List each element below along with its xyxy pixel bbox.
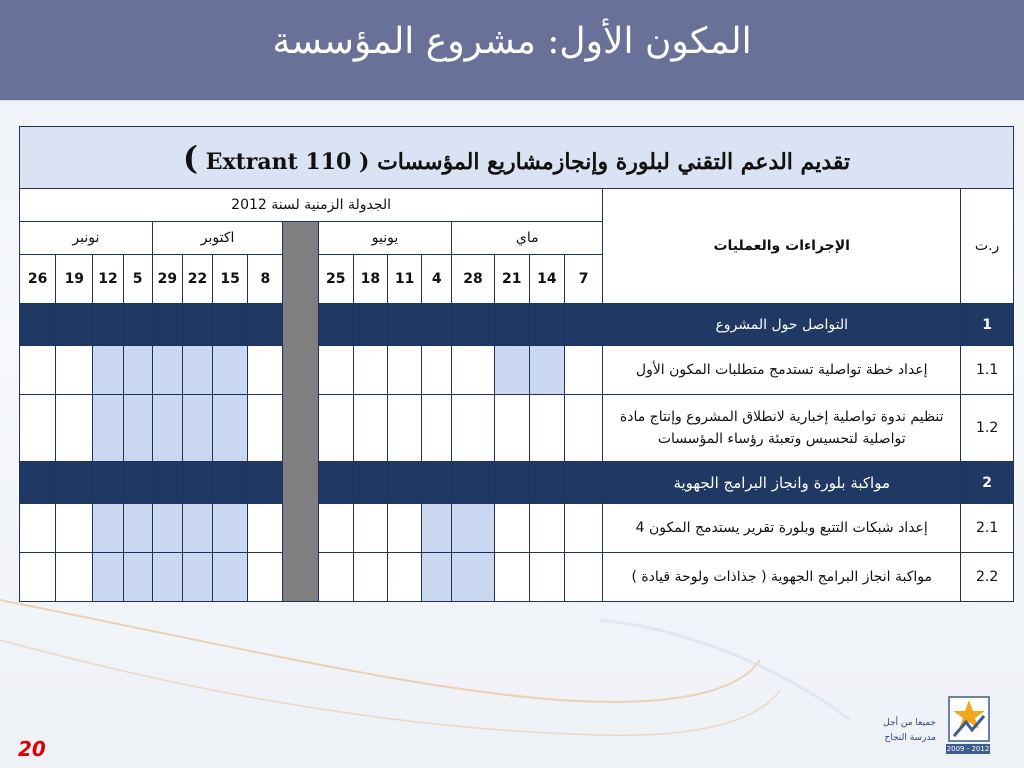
day-label: 5 (123, 255, 152, 304)
schedule-cell-active (123, 395, 152, 462)
schedule-cell (353, 346, 387, 395)
year-row (20, 189, 1014, 222)
schedule-cell (353, 395, 387, 462)
logo-years: 2009 - 2012 (946, 745, 990, 753)
schedule-cell (529, 553, 564, 602)
schedule-cell-active (93, 553, 123, 602)
schedule-cell (248, 304, 283, 346)
schedule-cell (56, 553, 93, 602)
banner-row (20, 127, 1014, 189)
schedule-cell (564, 395, 602, 462)
schedule-cell (388, 395, 422, 462)
activity-row (20, 346, 1014, 395)
schedule-cell-active (213, 504, 248, 553)
ops-header: الإجراءات والعمليات (603, 189, 961, 304)
schedule-cell (353, 304, 387, 346)
schedule-cell (388, 504, 422, 553)
day-label: 26 (20, 255, 56, 304)
schedule-cell (388, 553, 422, 602)
schedule-cell (529, 504, 564, 553)
schedule-cell (56, 395, 93, 462)
schedule-cell-active (529, 346, 564, 395)
schedule-cell (529, 304, 564, 346)
day-label: 28 (452, 255, 494, 304)
schedule-cell (20, 346, 56, 395)
schedule-cell-active (213, 346, 248, 395)
schedule-cell-active (152, 395, 182, 462)
day-label: 4 (422, 255, 452, 304)
activity-description (603, 395, 961, 462)
activity-description (603, 504, 961, 553)
schedule-cell (564, 553, 602, 602)
banner-paren-open: ( (359, 148, 370, 175)
month-october: اكتوبر (152, 222, 283, 255)
schedule-cell (182, 304, 212, 346)
day-label: 22 (182, 255, 212, 304)
section-row (20, 462, 1014, 504)
schedule-cell (318, 304, 353, 346)
schedule-cell (56, 504, 93, 553)
schedule-cell (494, 504, 529, 553)
schedule-cell (182, 462, 212, 504)
section-row (20, 304, 1014, 346)
schedule-cell (452, 395, 494, 462)
activity-number: 2.1 (961, 504, 1014, 553)
schedule-cell (318, 553, 353, 602)
section-number: 2 (961, 462, 1014, 504)
schedule-cell-active (152, 346, 182, 395)
schedule-cell (152, 304, 182, 346)
schedule-cell (20, 304, 56, 346)
schedule-cell (452, 462, 494, 504)
schedule-cell (388, 346, 422, 395)
month-november: نونبر (20, 222, 153, 255)
schedule-cell (93, 304, 123, 346)
schedule-cell (123, 462, 152, 504)
day-label: 8 (248, 255, 283, 304)
activity-number: 1.1 (961, 346, 1014, 395)
schedule-cell (353, 462, 387, 504)
schedule-cell (318, 395, 353, 462)
schedule-cell (248, 504, 283, 553)
slide-header (0, 0, 1024, 101)
timeline-label: الجدولة الزمنية لسنة 2012 (20, 189, 603, 222)
schedule-cell (564, 304, 602, 346)
schedule-cell-active (182, 346, 212, 395)
day-label: 15 (213, 255, 248, 304)
schedule-cell (213, 462, 248, 504)
schedule-cell-active (213, 395, 248, 462)
schedule-cell (353, 504, 387, 553)
activity-description (603, 346, 961, 395)
schedule-cell-active (93, 346, 123, 395)
day-label: 25 (318, 255, 353, 304)
schedule-cell-active (182, 395, 212, 462)
schedule-cell (422, 304, 452, 346)
schedule-cell (318, 504, 353, 553)
schedule-cell (388, 462, 422, 504)
schedule-cell-active (422, 553, 452, 602)
schedule-cell-active (452, 553, 494, 602)
schedule-cell (422, 346, 452, 395)
schedule-cell (564, 462, 602, 504)
page-number: 20 (18, 737, 46, 761)
schedule-cell (494, 553, 529, 602)
schedule-cell (56, 462, 93, 504)
schedule-cell (388, 304, 422, 346)
schedule-cell (152, 462, 182, 504)
banner-paren-close: ) (182, 138, 199, 177)
schedule-cell-active (152, 553, 182, 602)
day-label: 14 (529, 255, 564, 304)
schedule-cell-active (152, 504, 182, 553)
schedule-cell (564, 346, 602, 395)
activity-description (603, 553, 961, 602)
schedule-cell (452, 304, 494, 346)
banner-cell (20, 127, 1014, 189)
schedule-cell-active (182, 504, 212, 553)
schedule-cell (20, 553, 56, 602)
schedule-cell (213, 304, 248, 346)
banner-latin: Extrant 110 (205, 148, 352, 175)
schedule-cell-active (452, 504, 494, 553)
schedule-cell (248, 553, 283, 602)
activity-row (20, 504, 1014, 553)
activity-number: 1.2 (961, 395, 1014, 462)
schedule-cell (494, 462, 529, 504)
day-label: 12 (93, 255, 123, 304)
schedule-cell-active (93, 504, 123, 553)
schedule-cell-active (213, 553, 248, 602)
activity-line: إعداد شبكات التتبع وبلورة تقرير يستدمج المكون 4 (635, 520, 928, 536)
schedule-cell (248, 346, 283, 395)
schedule-cell (248, 395, 283, 462)
star-logo-icon (948, 696, 990, 742)
activity-line: إعداد خطة تواصلية تستدمج متطلبات المكون الأول (635, 362, 928, 378)
day-label: 21 (494, 255, 529, 304)
activity-line: مواكبة انجاز البرامج الجهوية ( جذاذات ولوحة قيادة ) (631, 569, 933, 585)
schedule-cell-active (494, 346, 529, 395)
section-number: 1 (961, 304, 1014, 346)
section-title: التواصل حول المشروع (603, 304, 961, 346)
schedule-cell (422, 395, 452, 462)
schedule-cell (529, 395, 564, 462)
logo-text-line1: جميعا من أجل (883, 718, 936, 728)
schedule-cell (353, 553, 387, 602)
schedule-cell (20, 504, 56, 553)
schedule-cell (494, 304, 529, 346)
activity-number: 2.2 (961, 553, 1014, 602)
summer-break-column (283, 222, 318, 602)
activity-line: تنظيم ندوة تواصلية إخبارية لانطلاق المشروع وإنتاج مادة (619, 409, 944, 425)
schedule-cell (452, 346, 494, 395)
day-label: 19 (56, 255, 93, 304)
schedule-cell (422, 462, 452, 504)
logo-text-line2: مدرسة النجاح (884, 733, 936, 743)
schedule-cell (318, 346, 353, 395)
schedule-cell (318, 462, 353, 504)
day-label: 11 (388, 255, 422, 304)
schedule-cell (93, 462, 123, 504)
day-label: 7 (564, 255, 602, 304)
activity-line: تواصلية لتحسيس وتعبئة رؤساء المؤسسات (657, 431, 906, 447)
schedule-cell (56, 304, 93, 346)
schedule-cell-active (182, 553, 212, 602)
schedule-cell (529, 462, 564, 504)
schedule-cell (20, 462, 56, 504)
schedule-cell-active (93, 395, 123, 462)
section-title: مواكبة بلورة وانجاز البرامج الجهوية (603, 462, 961, 504)
month-may: ماي (452, 222, 603, 255)
banner-arabic: تقديم الدعم التقني لبلورة وإنجازمشاريع المؤسسات (377, 148, 851, 175)
slide-title: المكون الأول: مشروع المؤسسة (272, 21, 752, 62)
schedule-cell (564, 504, 602, 553)
activity-row (20, 553, 1014, 602)
schedule-cell-active (123, 504, 152, 553)
rt-header: ر.ت (961, 189, 1014, 304)
schedule-cell (248, 462, 283, 504)
schedule-cell (123, 304, 152, 346)
schedule-cell-active (422, 504, 452, 553)
month-june: يونيو (318, 222, 452, 255)
schedule-cell-active (123, 346, 152, 395)
schedule-table (19, 126, 1014, 602)
schedule-cell (20, 395, 56, 462)
day-label: 18 (353, 255, 387, 304)
schedule-cell (56, 346, 93, 395)
schedule-cell (494, 395, 529, 462)
activity-row (20, 395, 1014, 462)
day-label: 29 (152, 255, 182, 304)
schedule-cell-active (123, 553, 152, 602)
